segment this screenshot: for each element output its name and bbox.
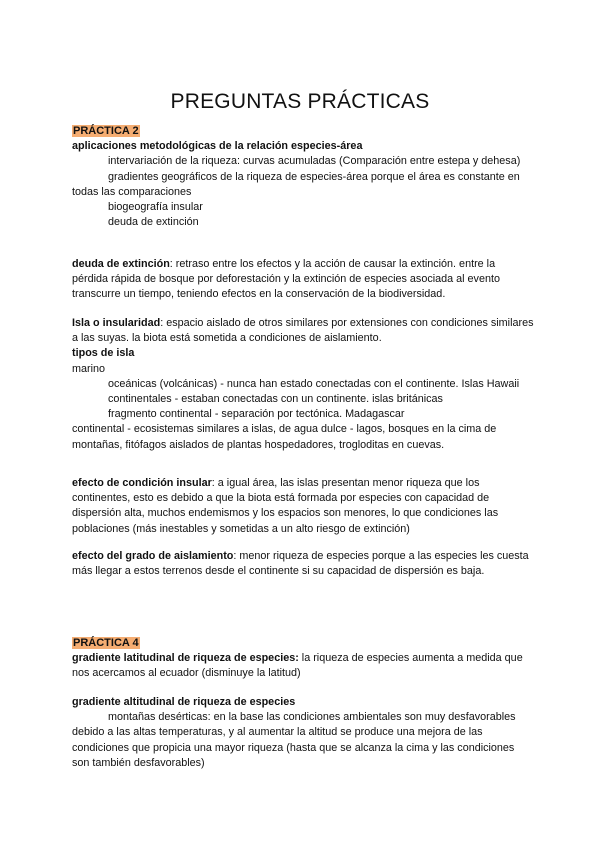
list-item: biogeografía insular — [108, 201, 203, 214]
marino-label: marino — [72, 362, 106, 375]
continental-item: continental - ecosistemas similares a islas, de agua dulce - lagos, bosques en la cima de montañas, fitófagos aislados de plantas hospedadores, trogloditas en cuevas. — [72, 423, 497, 451]
grado-text: : menor riqueza de especies porque a las especies les cuesta más llegar a estos terrenos desde el continente si su capacidad de dispersión es baja. — [72, 550, 529, 578]
deuda-term: deuda de extinción — [72, 258, 170, 270]
list-item: intervariación de la riqueza: curvas acumuladas (Comparación entre estepa y dehesa) — [108, 155, 521, 168]
insular-term: efecto de condición insular — [72, 477, 212, 489]
condicion-insular-paragraph — [72, 476, 534, 537]
practica-2-label: PRÁCTICA 2 — [73, 125, 139, 137]
deuda-text: : retraso entre los efectos y la acción de causar la extinción. entre la pérdida rápida de bosque por deforestación y la extinción de especies asociada al evento transcurre un tiempo, teniendo efectos en la conservación de la biodiversidad. — [72, 258, 500, 301]
tipos-heading: tipos de isla — [72, 347, 135, 360]
deuda-extincion-paragraph — [72, 257, 534, 303]
practica-2-section — [72, 124, 534, 230]
altitudinal-section — [72, 695, 534, 771]
altitudinal-heading: gradiente altitudinal de riqueza de especies — [72, 696, 296, 708]
practica-4-section — [72, 636, 534, 682]
isla-section — [72, 316, 534, 453]
page-title: PREGUNTAS PRÁCTICAS — [170, 90, 430, 113]
isla-term: Isla o insularidad — [72, 317, 161, 329]
practica-4-label: PRÁCTICA 4 — [73, 637, 139, 649]
fragmento-item: fragmento continental - separación por tectónica. Madagascar — [108, 408, 405, 421]
latitudinal-text: la riqueza de especies aumenta a medida que nos acercamos al ecuador (disminuye la latitud) — [72, 652, 523, 680]
latitudinal-term: gradiente latitudinal de riqueza de especies: — [72, 652, 299, 665]
isla-text: : espacio aislado de otros similares por extensiones con condiciones similares a las suyas. la biota está sometida a condiciones de aislamiento. — [72, 317, 534, 345]
altitudinal-text: montañas desérticas: en la base las condiciones ambientales son muy desfavorables debido a las altas temperaturas, y al aumentar la altitud se produce una mejora de las condiciones que propicia una mayor riqueza (hasta que se alcanza la cima y las condiciones son también desfavorables) — [72, 711, 516, 769]
aplicaciones-heading: aplicaciones metodológicas de la relación especies-área — [72, 140, 363, 153]
list-item: gradientes geográficos de la riqueza de especies-área porque el área es constante en todas las comparaciones — [72, 170, 520, 198]
insular-text: : a igual área, las islas presentan menor riqueza que los continentes, esto es debido a que la biota está formada por especies con capacidad de dispersión alta, muchos endemismos y los espacios son menores, lo que condiciones las poblaciones (más inestables y sometidas a un alto riesgo de extinción) — [72, 477, 499, 535]
oceanicas-item: oceánicas (volcánicas) - nunca han estado conectadas con el continente. Islas Hawaii — [108, 377, 520, 390]
continentales-item: continentales - estaban conectadas con un continente. islas británicas — [108, 393, 443, 406]
grado-aislamiento-paragraph — [72, 549, 534, 579]
grado-term: efecto del grado de aislamiento — [72, 550, 234, 562]
list-item: deuda de extinción — [108, 216, 199, 229]
